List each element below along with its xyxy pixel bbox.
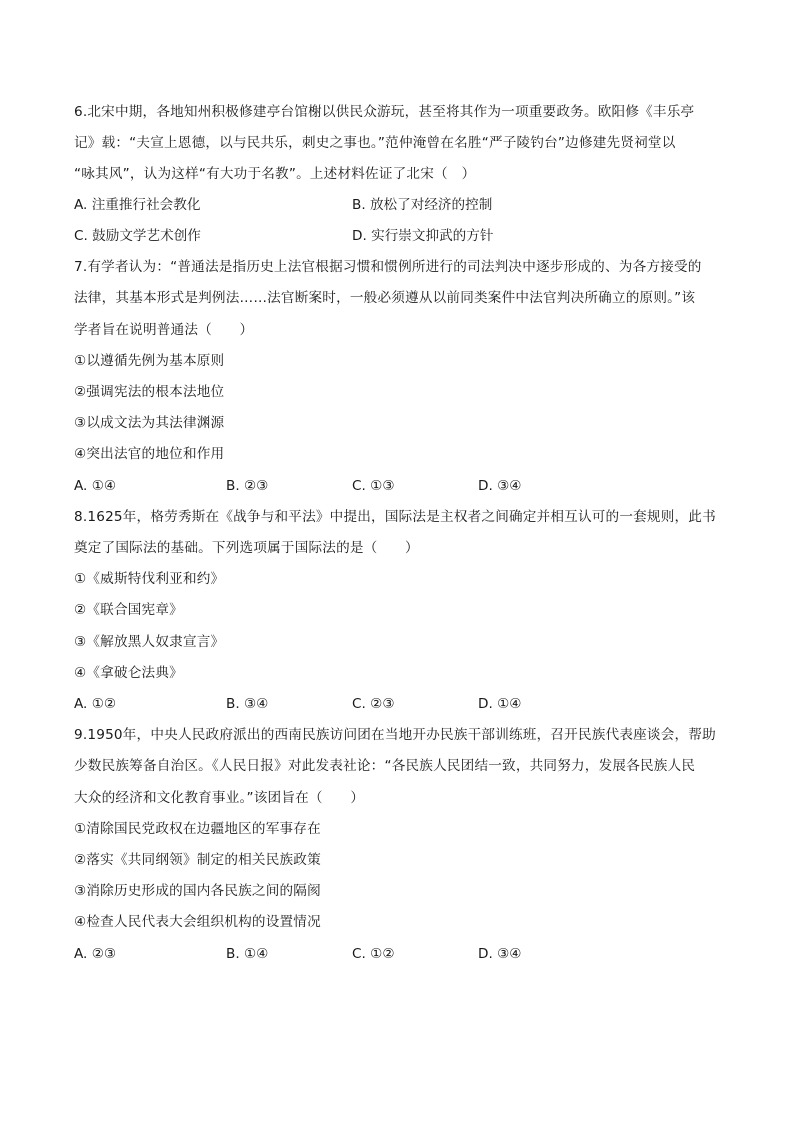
question-9-item-3: ③消除历史形成的国内各民族之间的隔阂 [74,883,321,899]
question-7-line-2: 法律，其基本形式是判例法……法官断案时，一般必须遵从以前同类案件中法官判决所确立的原则。”该 [74,290,696,306]
question-8-option-b: B. ③④ [226,696,269,712]
question-8-line-2: 奠定了国际法的基础。下列选项属于国际法的是（ ） [74,540,419,556]
question-6-option-b: B. 放松了对经济的控制 [352,197,493,213]
question-9-item-1: ①清除国民党政权在边疆地区的军事存在 [74,821,321,837]
question-8-option-a: A. ①② [74,696,117,712]
question-7-option-d: D. ③④ [478,478,522,494]
question-9-option-b: B. ①④ [226,946,269,962]
question-9-line-1: 9.1950年，中央人民政府派出的西南民族访问团在当地开办民族干部训练班，召开民族代表座谈会，帮助 [74,727,716,743]
question-7-line-3: 学者旨在说明普通法（ ） [74,322,254,338]
question-6-line-2: 记》载：“夫宣上恩德，以与民共乐，刺史之事也。”范仲淹曾在名胜“严子陵钓台”边修建先贤祠堂以 [74,135,676,151]
question-7-item-1: ①以遵循先例为基本原则 [74,353,225,369]
question-7-item-2: ②强调宪法的根本法地位 [74,384,225,400]
question-7-item-4: ④突出法官的地位和作用 [74,446,225,462]
question-9-line-3: 大众的经济和文化教育事业。”该团旨在（ ） [74,790,365,806]
question-8-item-3: ③《解放黑人奴隶宣言》 [74,634,225,650]
question-9-item-4: ④检查人民代表大会组织机构的设置情况 [74,914,321,930]
question-6-option-a: A. 注重推行社会教化 [74,197,201,213]
question-9-line-2: 少数民族筹备自治区。《人民日报》对此发表社论：“各民族人民团结一致，共同努力，发展各民族人民 [74,758,696,774]
question-8-item-1: ①《威斯特伐利亚和约》 [74,571,225,587]
question-7-option-a: A. ①④ [74,478,117,494]
question-9-option-a: A. ②③ [74,946,117,962]
question-9-item-2: ②落实《共同纲领》制定的相关民族政策 [74,852,321,868]
question-8-item-4: ④《拿破仑法典》 [74,665,183,681]
question-7-line-1: 7.有学者认为：“普通法是指历史上法官根据习惯和惯例所进行的司法判决中逐步形成的、为各方接受的 [74,259,702,275]
question-9-option-c: C. ①② [352,946,395,962]
question-6-line-3: “咏其风”，认为这样“有大功于名教”。上述材料佐证了北宋（ ） [74,166,476,182]
question-6-option-c: C. 鼓励文学艺术创作 [74,228,201,244]
question-6-option-d: D. 实行崇文抑武的方针 [352,228,494,244]
question-9-option-d: D. ③④ [478,946,522,962]
question-8-item-2: ②《联合国宪章》 [74,602,183,618]
question-6-line-1: 6.北宋中期，各地知州积极修建亭台馆榭以供民众游玩，甚至将其作为一项重要政务。欧阳修《丰乐亭 [74,104,695,120]
question-7-option-c: C. ①③ [352,478,395,494]
question-8-option-c: C. ②③ [352,696,395,712]
question-8-line-1: 8.1625年，格劳秀斯在《战争与和平法》中提出，国际法是主权者之间确定并相互认可的一套规则，此书 [74,509,716,525]
question-7-item-3: ③以成文法为其法律渊源 [74,415,225,431]
question-7-option-b: B. ②③ [226,478,269,494]
question-8-option-d: D. ①④ [478,696,522,712]
